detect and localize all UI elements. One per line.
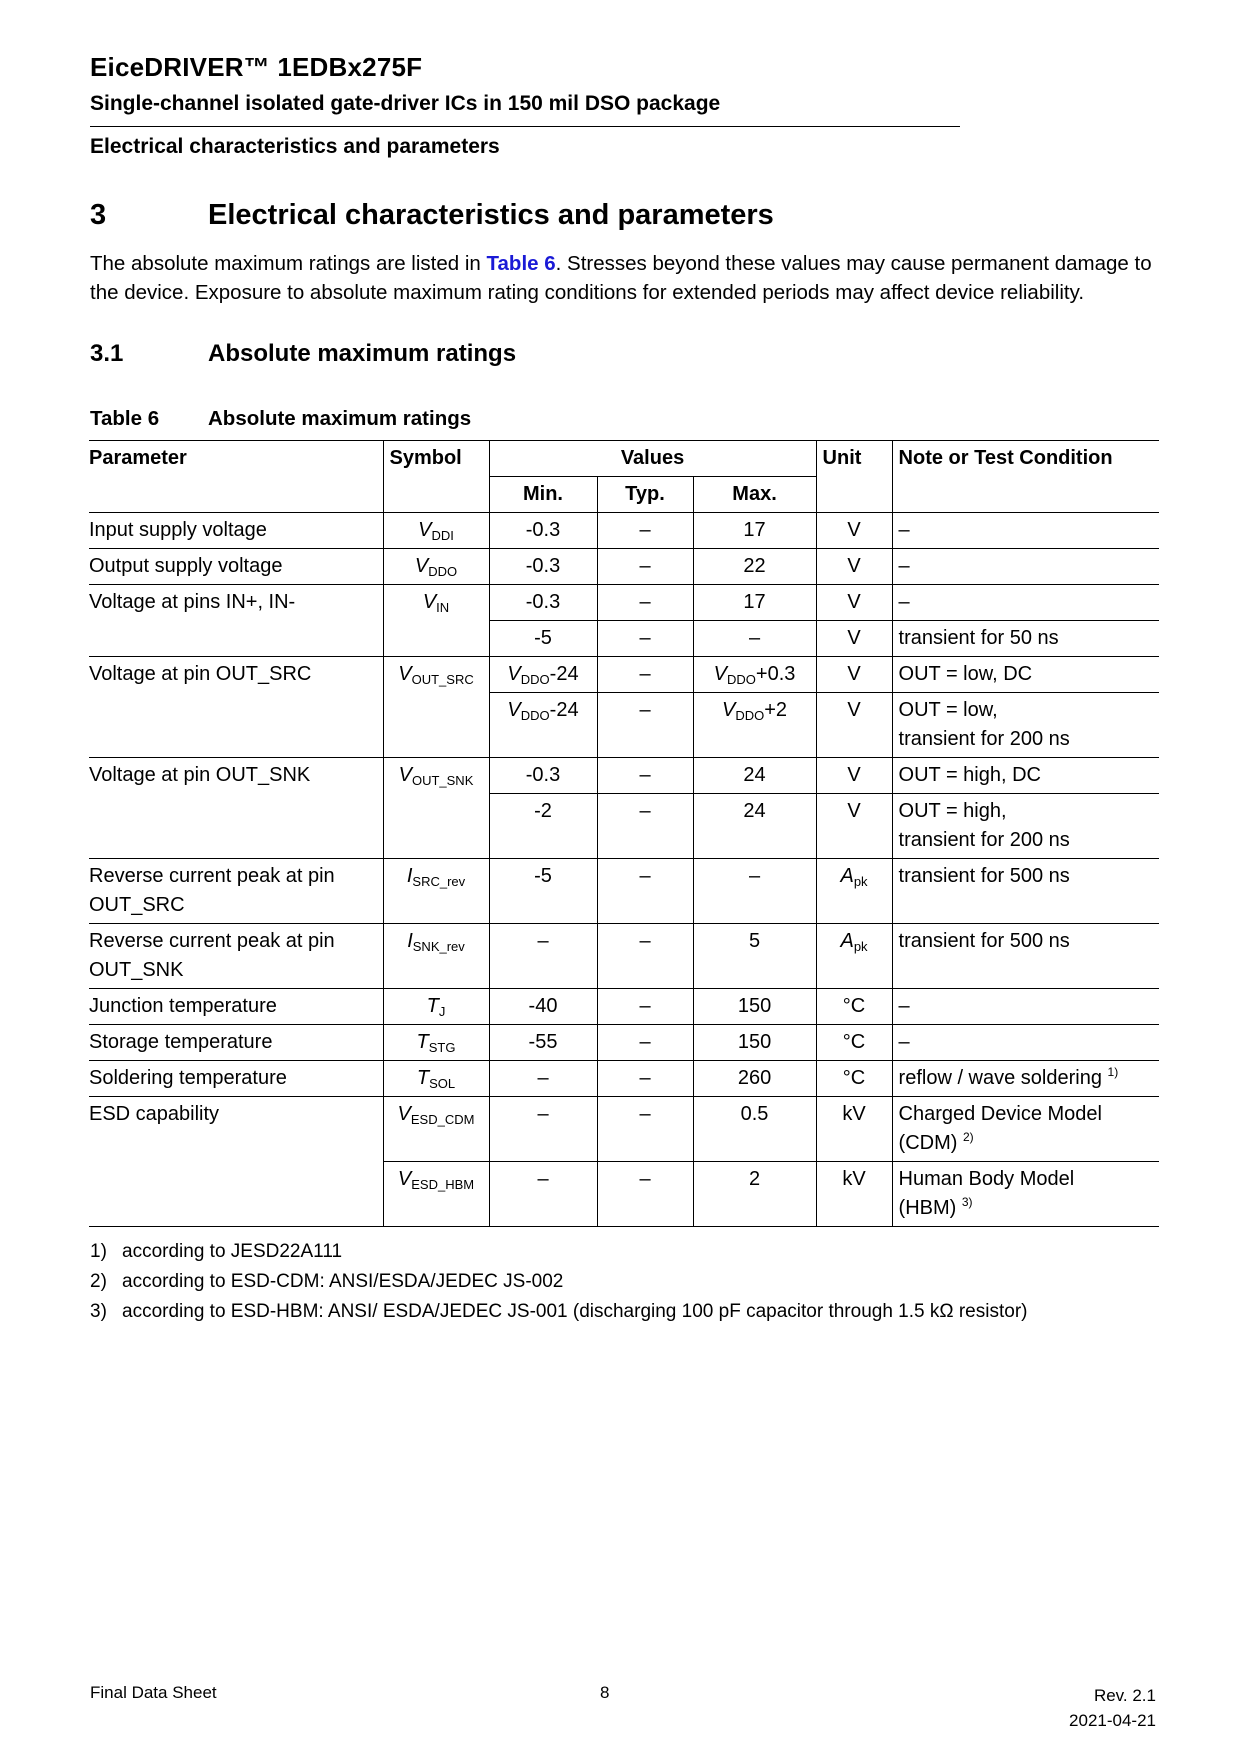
cell-typ: –: [597, 1025, 693, 1061]
table-row: [89, 859, 1159, 924]
cell-unit: V: [816, 794, 892, 859]
cell-symbol: $T_{STG}$: [383, 1025, 489, 1061]
cell-min: -2: [489, 794, 597, 859]
header-divider: [90, 126, 960, 127]
cell-min: –: [489, 1097, 597, 1162]
cell-unit: V: [816, 585, 892, 621]
cell-typ: –: [597, 794, 693, 859]
footnote-ref-3[interactable]: 3): [961, 1195, 973, 1209]
cell-max: 17: [693, 513, 816, 549]
cell-note: OUT = low, DC: [892, 657, 1159, 693]
col-header-values: Values: [489, 441, 816, 477]
cell-max: 260: [693, 1061, 816, 1097]
section-number: 3: [90, 199, 107, 231]
table-caption-number: Table 6: [90, 407, 160, 430]
intro-text-end: . Stresses beyond these values may cause permanent damage to the device. Exposure to absolute maximum rating conditions for extended periods may affect device reliability.: [90, 252, 1152, 304]
cell-symbol: $V_{ESD\_HBM}$: [383, 1162, 489, 1227]
cell-typ: –: [597, 549, 693, 585]
cell-unit: $A_{pk}$: [816, 924, 892, 989]
cell-note: transient for 50 ns: [892, 621, 1159, 657]
cell-min: -40: [489, 989, 597, 1025]
cell-min: -5: [489, 621, 597, 657]
cell-symbol: $V_{DDI}$: [383, 513, 489, 549]
subsection-title: Absolute maximum ratings: [208, 340, 517, 367]
cell-max: 150: [693, 1025, 816, 1061]
col-header-typ: Typ.: [597, 477, 693, 513]
cell-parameter: Soldering temperature: [89, 1061, 383, 1097]
table-row: [89, 1097, 1159, 1162]
cell-unit: V: [816, 758, 892, 794]
cell-symbol: $I_{SNK\_rev}$: [383, 924, 489, 989]
cell-min: –: [489, 1162, 597, 1227]
cell-unit: kV: [816, 1097, 892, 1162]
section-title: Electrical characteristics and parameters: [208, 199, 774, 231]
footer-revision: [1069, 1683, 1156, 1733]
cell-max: $V_{DDO}+2$: [693, 693, 816, 758]
cell-typ: –: [597, 513, 693, 549]
page-number: 8: [600, 1683, 610, 1702]
cell-parameter: Voltage at pin OUT_SRC: [89, 657, 383, 758]
cell-min: –: [489, 924, 597, 989]
footnote-item: 3) according to ESD-HBM: ANSI/ ESDA/JEDEC JS-001 (discharging 100 pF capacitor through 1.5 kΩ resistor): [90, 1301, 1028, 1322]
cell-typ: –: [597, 1061, 693, 1097]
cell-typ: –: [597, 859, 693, 924]
table-caption-title: Absolute maximum ratings: [208, 407, 472, 430]
cell-max: 2: [693, 1162, 816, 1227]
cell-unit: °C: [816, 1025, 892, 1061]
col-header-note: Note or Test Condition: [892, 441, 1159, 513]
cell-note: transient for 500 ns: [892, 924, 1159, 989]
cell-min: -55: [489, 1025, 597, 1061]
cell-max: –: [693, 621, 816, 657]
cell-min: -0.3: [489, 758, 597, 794]
col-header-unit: Unit: [816, 441, 892, 513]
cell-max: 0.5: [693, 1097, 816, 1162]
cell-note: –: [892, 513, 1159, 549]
cell-max: 17: [693, 585, 816, 621]
cell-typ: –: [597, 621, 693, 657]
intro-paragraph: [90, 249, 1170, 307]
cell-unit: V: [816, 657, 892, 693]
cell-unit: kV: [816, 1162, 892, 1227]
cell-unit: V: [816, 693, 892, 758]
cell-min: $V_{DDO}-24$: [489, 693, 597, 758]
revision-date: 2021-04-21: [1069, 1711, 1156, 1730]
table-6-link[interactable]: Table 6: [486, 252, 556, 275]
cell-min: -0.3: [489, 513, 597, 549]
cell-parameter: Reverse current peak at pin OUT_SNK: [89, 924, 383, 989]
cell-max: 24: [693, 794, 816, 859]
cell-symbol: $V_{OUT\_SRC}$: [383, 657, 489, 758]
table-row: [89, 513, 1159, 549]
cell-note: OUT = low, transient for 200 ns: [892, 693, 1159, 758]
cell-max: 5: [693, 924, 816, 989]
cell-parameter: Voltage at pins IN+, IN-: [89, 585, 383, 657]
cell-max: 24: [693, 758, 816, 794]
cell-max: 150: [693, 989, 816, 1025]
table-row: [89, 989, 1159, 1025]
cell-parameter: Storage temperature: [89, 1025, 383, 1061]
cell-parameter: ESD capability: [89, 1097, 383, 1227]
cell-typ: –: [597, 585, 693, 621]
col-header-max: Max.: [693, 477, 816, 513]
cell-symbol: $V_{DDO}$: [383, 549, 489, 585]
table-row: [89, 1061, 1159, 1097]
cell-typ: –: [597, 1097, 693, 1162]
subsection-number: 3.1: [90, 340, 124, 367]
cell-note: OUT = high, transient for 200 ns: [892, 794, 1159, 859]
cell-note: reflow / wave soldering $^{1)}$: [892, 1061, 1159, 1097]
footer-doc-type: Final Data Sheet: [90, 1683, 217, 1702]
document-subtitle: Single-channel isolated gate-driver ICs in 150 mil DSO package: [90, 92, 721, 115]
table-header-row: [89, 441, 1159, 477]
intro-text-start: The absolute maximum ratings are listed in: [90, 252, 487, 275]
cell-min: -5: [489, 859, 597, 924]
table-row: [89, 549, 1159, 585]
cell-parameter: Junction temperature: [89, 989, 383, 1025]
cell-symbol: $T_{SOL}$: [383, 1061, 489, 1097]
cell-typ: –: [597, 693, 693, 758]
footnote-item: 2) according to ESD-CDM: ANSI/ESDA/JEDEC JS-002: [90, 1271, 564, 1292]
table-row: [89, 657, 1159, 693]
cell-symbol: $I_{SRC\_rev}$: [383, 859, 489, 924]
cell-parameter: Voltage at pin OUT_SNK: [89, 758, 383, 859]
cell-typ: –: [597, 924, 693, 989]
cell-note: –: [892, 585, 1159, 621]
cell-unit: °C: [816, 1061, 892, 1097]
cell-note: –: [892, 549, 1159, 585]
cell-parameter: Reverse current peak at pin OUT_SRC: [89, 859, 383, 924]
cell-unit: V: [816, 513, 892, 549]
cell-typ: –: [597, 989, 693, 1025]
cell-max: 22: [693, 549, 816, 585]
cell-max: $V_{DDO}+0.3$: [693, 657, 816, 693]
col-header-min: Min.: [489, 477, 597, 513]
cell-parameter: Input supply voltage: [89, 513, 383, 549]
footnotes: [90, 1237, 1027, 1327]
cell-unit: V: [816, 621, 892, 657]
cell-symbol: $V_{OUT\_SNK}$: [383, 758, 489, 859]
footnote-ref-2[interactable]: 2): [962, 1130, 974, 1144]
cell-symbol: $V_{IN}$: [383, 585, 489, 657]
cell-note: OUT = high, DC: [892, 758, 1159, 794]
cell-note: Human Body Model (HBM) $^{3)}$: [892, 1162, 1159, 1227]
cell-unit: V: [816, 549, 892, 585]
cell-parameter: Output supply voltage: [89, 549, 383, 585]
cell-unit: $A_{pk}$: [816, 859, 892, 924]
footnote-item: 1) according to JESD22A111: [90, 1241, 343, 1262]
cell-min: $V_{DDO}-24$: [489, 657, 597, 693]
cell-max: –: [693, 859, 816, 924]
cell-min: –: [489, 1061, 597, 1097]
table-caption: [90, 407, 471, 431]
cell-note: transient for 500 ns: [892, 859, 1159, 924]
table-row: [89, 924, 1159, 989]
cell-unit: °C: [816, 989, 892, 1025]
section-heading: [90, 199, 774, 232]
cell-note: –: [892, 989, 1159, 1025]
revision-label: Rev. 2.1: [1093, 1686, 1156, 1705]
table-row: [89, 585, 1159, 621]
cell-note: Charged Device Model (CDM) $^{2)}$: [892, 1097, 1159, 1162]
cell-typ: –: [597, 758, 693, 794]
cell-typ: –: [597, 1162, 693, 1227]
cell-min: -0.3: [489, 585, 597, 621]
cell-min: -0.3: [489, 549, 597, 585]
col-header-symbol: Symbol: [383, 441, 489, 513]
absolute-max-ratings-table: [89, 440, 1159, 1227]
footnote-ref-1[interactable]: 1): [1107, 1065, 1119, 1079]
cell-note: –: [892, 1025, 1159, 1061]
table-row: [89, 1025, 1159, 1061]
col-header-parameter: Parameter: [89, 441, 383, 513]
running-section-header: Electrical characteristics and parameters: [90, 135, 500, 158]
table-row: [89, 758, 1159, 794]
cell-typ: –: [597, 657, 693, 693]
document-title: EiceDRIVER™ 1EDBx275F: [90, 52, 423, 82]
cell-symbol: $V_{ESD\_CDM}$: [383, 1097, 489, 1162]
cell-symbol: $T_J$: [383, 989, 489, 1025]
subsection-heading: [90, 340, 516, 368]
